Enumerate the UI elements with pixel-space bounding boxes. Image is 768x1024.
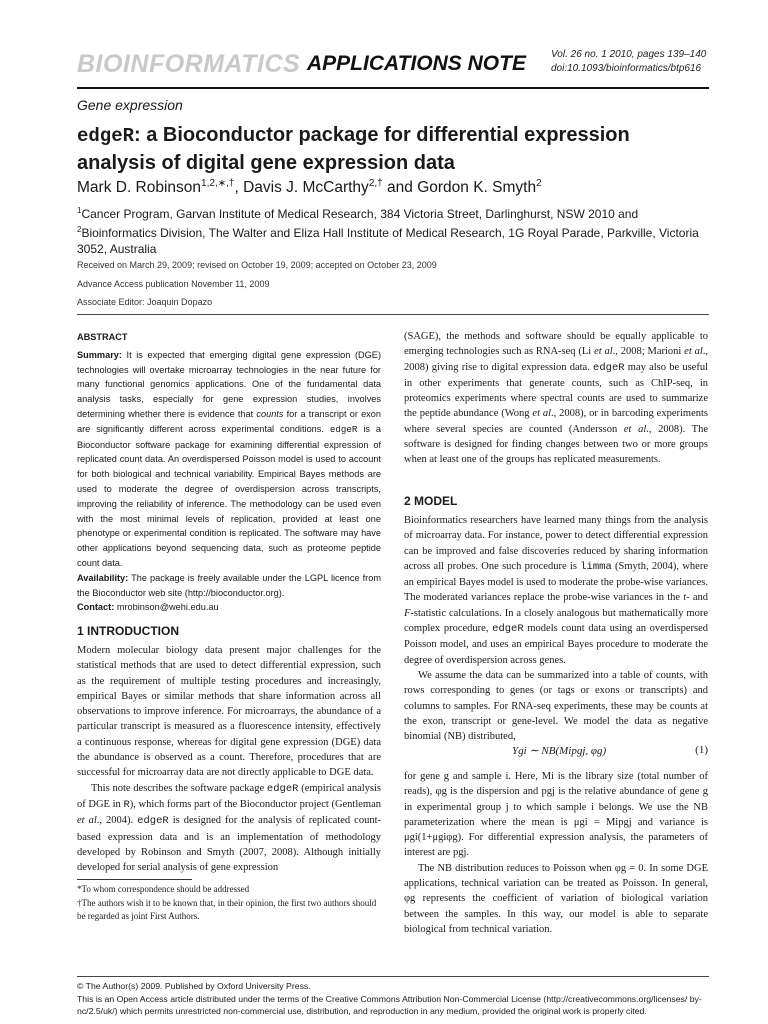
section-label: Gene expression xyxy=(77,97,183,113)
intro-p2-code2: R xyxy=(123,798,130,811)
intro-p2-etal: et al xyxy=(77,815,97,827)
m1-b: (Smyth, 2004), where an empirical Bayes model is used to moderate the probe-wise variances. The moderated variances replace the probe-wise variances in the xyxy=(404,560,708,604)
advance-access: Advance Access publication November 11, 2009 xyxy=(77,278,270,289)
abstract-availability xyxy=(77,571,381,601)
license-text: This is an Open Access article distributed under the terms of the Creative Commons Attribution Non-Commercial License (http://creativecommons.org/licenses/ by-nc/2.5/uk/) which permits unrestricted non-commercial use, distribution, and reproduction in any medium, provided the original work is properly cited. xyxy=(77,993,702,1016)
cont-a: (SAGE), the methods and software should be equally applicable to emerging technologies such as RNA-seq (Li xyxy=(404,331,708,358)
publication-dates xyxy=(77,256,437,312)
equation-1 xyxy=(404,744,708,762)
intro-p2-b: (empirical analysis of DGE in xyxy=(77,782,381,810)
copyright-line: © The Author(s) 2009. Published by Oxford University Press. xyxy=(77,981,311,991)
intro-paragraph-1: Modern molecular biology data present major challenges for the statistical methods that are used to detect differential expression, such as the requirement of multiple testing procedures and increasingly, empirical Bayes or similar methods that share information across all observations to improve inference. For microarrays, the abundance of a particular transcript is measured as a fluorescence intensity, effectively a continuous response, whereas for digital gene expression (DGE) data the abundance is observed as a count. Therefore, procedures that are successful for microarray data are not directly applicable to DGE data. xyxy=(77,645,381,779)
author-1-affil: 1,2,∗,† xyxy=(201,178,235,189)
cont-f: ., 2008). The software is designed for finding changes between two or more groups when at least one of the groups has replicated measurements. xyxy=(404,423,708,466)
author-3-affil: 2 xyxy=(536,178,542,189)
intro-continued-paragraph xyxy=(404,329,708,468)
author-list xyxy=(77,178,542,197)
footnotes xyxy=(77,883,381,924)
title-package-name: edgeR xyxy=(77,125,135,147)
affiliation-2: Bioinformatics Division, The Walter and Eliza Hall Institute of Medical Research, 1G Royal Parade, Parkville, Victoria 3052, Australia xyxy=(77,226,699,256)
summary-text-c: is a Bioconductor software package for examining differential expression of replicated count data. An overdispersed Poisson model is used to account for both biological and technical variability. Empirical Bayes methods are used to moderate the degree of overdispersion across transcripts, improving the reliability of inference. The methodology can be used even with the most minimal levels of replication, provided at least one phenotype or experimental condition is replicated. The software may have other applications beyond sequencing data, such as proteome peptide count data. xyxy=(77,423,381,568)
title-block-rule xyxy=(77,314,709,315)
cont-c: ., 2008) giving rise to digital expression data. xyxy=(404,346,709,373)
cont-etal2: et al xyxy=(684,346,703,358)
affiliation-1: Cancer Program, Garvan Institute of Medical Research, 384 Victoria Street, Darlinghurst, NSW 2010 and xyxy=(81,207,639,221)
intro-p2-a: This note describes the software package xyxy=(91,782,267,794)
author-3: and Gordon K. Smyth xyxy=(382,179,537,197)
author-1: Mark D. Robinson xyxy=(77,179,202,197)
doi[interactable]: doi:10.1093/bioinformatics/btp616 xyxy=(551,63,702,74)
abstract-heading: ABSTRACT xyxy=(77,332,128,342)
intro-p2-code3: edgeR xyxy=(137,815,169,828)
summary-code: edgeR xyxy=(329,423,358,435)
model-paragraph-4: The NB distribution reduces to Poisson when φg = 0. In some DGE applications, technical variation can be treated as Poisson. In general, φg represents the coefficient of variation of biological variation between the samples. In this way, our model is able to separate biological from technical variation. xyxy=(404,862,708,935)
affiliations xyxy=(77,203,707,257)
intro-paragraph-2 xyxy=(77,781,381,876)
cont-e: ., 2008), or in barcoding experiments where several species are counted (Andersson xyxy=(404,408,708,435)
cont-code: edgeR xyxy=(593,361,625,374)
contact-email[interactable]: mrobinson@wehi.edu.au xyxy=(114,602,219,613)
paper-title xyxy=(77,122,697,177)
received-date: Received on March 29, 2009; revised on October 19, 2009; accepted on October 23, 2009 xyxy=(77,260,437,270)
model-paragraph-2: We assume the data can be summarized into a table of counts, with rows corresponding to genes (or tags or exons or transcripts) and columns to samples. For RNA-seq experiments, these may be counts at the exon, transcript or gene-level. We model the data as negative binomial (NB) distributed, xyxy=(404,669,708,743)
volume-pages: Vol. 26 no. 1 2010, pages 139–140 xyxy=(551,49,707,60)
model-body-continued xyxy=(404,769,708,937)
m1-c: - and xyxy=(686,592,708,604)
intro-continued xyxy=(404,329,708,468)
availability-label: Availability: xyxy=(77,572,129,583)
summary-counts: counts xyxy=(256,408,284,419)
m1-f: F xyxy=(404,607,411,619)
m1-t: t xyxy=(683,592,687,604)
footnote-joint-authors: †The authors wish it to be known that, in their opinion, the first two authors should be regarded as joint First Authors. xyxy=(77,897,377,921)
license-rule xyxy=(77,976,709,977)
m1-code: limma xyxy=(580,560,612,573)
affil-1-marker: 1 xyxy=(77,206,82,215)
intro-heading: 1 INTRODUCTION xyxy=(77,624,179,638)
article-type: APPLICATIONS NOTE xyxy=(307,52,526,75)
m1-e: models count data using an overdispersed Poisson model, and uses an empirical Bayes procedure to moderate the degree of overdispersion across genes. xyxy=(404,623,708,666)
citation-meta xyxy=(551,48,706,76)
cont-b: ., 2008; Marioni xyxy=(612,346,685,358)
summary-text-a: It is expected that emerging digital gene expression (DGE) technologies will overtake microarray technologies in the near future for many functional genomics applications. One of the fundamental data analysis tasks, especially for gene expression studies, involves determining whether there is evidence that xyxy=(77,349,381,419)
model-heading: 2 MODEL xyxy=(404,494,458,508)
license-notice xyxy=(77,980,717,1018)
contact-label: Contact: xyxy=(77,602,115,613)
model-paragraph-1 xyxy=(404,513,708,668)
abstract-summary xyxy=(77,348,381,571)
title-line2: analysis of digital gene expression data xyxy=(77,152,455,174)
intro-p2-c: ), which forms part of the Bioconductor project (Gentleman xyxy=(129,798,382,810)
intro-p2-d: ., 2004). xyxy=(96,815,138,827)
title-line1: : a Bioconductor package for differential expression xyxy=(134,124,630,146)
cont-etal4: et al xyxy=(623,423,647,435)
journal-name: BIOINFORMATICS xyxy=(77,50,301,78)
model-paragraph-3: for gene g and sample i. Here, Mi is the library size (total number of reads), φg is the dispersion and pgj is the relative abundance of gene g in experimental group j to which sample i belongs. We use the NB parameterization where the mean is μgi = Mipgj and variance is μgi(1+μgiφg). For differential expression analysis, the parameters of interest are pgj. xyxy=(404,771,708,859)
m1-a: Bioinformatics researchers have learned many things from the analysis of microarray data. For instance, power to detect differential expression can be improved and false discoveries reduced by sharing information across all probes. One such procedure is xyxy=(404,515,708,572)
abstract xyxy=(77,330,381,615)
affil-2-marker: 2 xyxy=(77,225,82,234)
m1-d: -statistic calculations. In a closely analogous but mathematically more complex procedure, xyxy=(404,607,708,635)
equation-number: (1) xyxy=(695,744,708,756)
author-2-affil: 2,† xyxy=(368,178,383,189)
m1-code2: edgeR xyxy=(492,623,524,636)
abstract-contact xyxy=(77,600,381,615)
footnote-rule xyxy=(77,879,192,880)
header-rule xyxy=(77,87,709,89)
cont-etal1: et al xyxy=(594,346,613,358)
footnote-correspondence: *To whom correspondence should be addressed xyxy=(77,884,250,894)
author-2: , Davis J. McCarthy xyxy=(234,179,369,197)
cont-etal3: et al xyxy=(532,408,552,420)
intro-p2-e: is designed for the analysis of replicated count-based expression data and is an implementation of methodology developed by Robinson and Smyth (2007, 2008). Although initially developed for serial analysis of gene expression xyxy=(77,815,381,874)
summary-label: Summary: xyxy=(77,349,122,360)
cont-d: may also be useful in other experiments that generate counts, such as ChIP-seq, in proteomics experiments where spectral counts are used to summarize the peptide abundance (Wong xyxy=(404,361,708,420)
intro-p2-code1: edgeR xyxy=(266,782,299,795)
journal-header xyxy=(77,44,717,90)
intro-body xyxy=(77,643,381,875)
equation-expression: Ygi ∼ NB(Mipgj, φg) xyxy=(512,745,607,757)
availability-text: The package is freely available under the LGPL licence from the Bioconductor web site (http://bioconductor.org). xyxy=(77,572,381,598)
summary-text-b: for a transcript or exon are significantly different across experimental conditions. xyxy=(77,408,381,434)
model-body xyxy=(404,513,708,744)
associate-editor: Associate Editor: Joaquin Dopazo xyxy=(77,297,213,307)
